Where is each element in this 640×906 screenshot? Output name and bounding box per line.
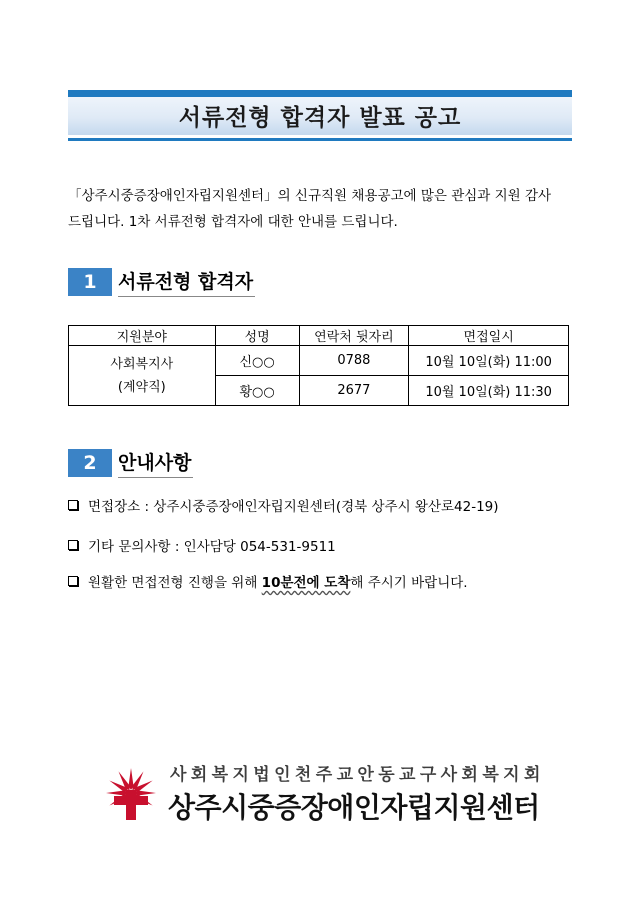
intro-paragraph xyxy=(68,183,574,235)
header-category: 지원분야 xyxy=(69,326,216,346)
table-row xyxy=(69,346,569,376)
organization-name: 상주시중증장애인자립지원센터 xyxy=(168,791,540,824)
notice-item-arrival xyxy=(68,571,468,591)
notice-text: 면접장소 : 상주시중증장애인자립지원센터(경북 상주시 왕산로42-19) xyxy=(88,499,499,515)
checkbox-bullet-icon xyxy=(68,540,78,550)
applicant-phone: 0788 xyxy=(299,346,409,376)
intro-line-1: 「상주시중증장애인자립지원센터」의 신규직원 채용공고에 많은 관심과 지원 감사 xyxy=(68,188,552,204)
notice-text-prefix: 원활한 면접전형 진행을 위해 xyxy=(88,575,262,591)
header-phone: 연락처 뒷자리 xyxy=(299,326,409,346)
intro-line-2: 드립니다. 1차 서류전형 합격자에 대한 안내를 드립니다. xyxy=(68,214,398,230)
notice-item-contact xyxy=(68,535,336,555)
applicant-name: 황○○ xyxy=(215,376,299,406)
category-line-2: (계약직) xyxy=(117,379,166,395)
interview-time: 10월 10일(화) 11:00 xyxy=(409,346,569,376)
section-1-number: 1 xyxy=(68,268,112,296)
section-2-number: 2 xyxy=(68,449,112,477)
category-line-1: 사회복지사 xyxy=(110,356,174,372)
interview-time: 10월 10일(화) 11:30 xyxy=(409,376,569,406)
organization-parent-name: 사회복지법인천주교안동교구사회복지회 xyxy=(170,765,545,785)
header-interview: 면접일시 xyxy=(409,326,569,346)
title-top-bar xyxy=(68,90,572,97)
notice-item-location xyxy=(68,495,499,515)
table-header-row xyxy=(69,326,569,346)
page-title: 서류전형 합격자 발표 공고 xyxy=(178,105,462,131)
section-2-title: 안내사항 xyxy=(118,448,193,478)
notice-text: 기타 문의사항 : 인사담당 054-531-9511 xyxy=(88,539,336,555)
section-1-title: 서류전형 합격자 xyxy=(118,267,255,297)
applicant-phone: 2677 xyxy=(299,376,409,406)
notice-text-suffix: 해 주시기 바랍니다. xyxy=(350,575,468,591)
cross-flame-logo-icon xyxy=(100,762,162,824)
title-banner xyxy=(68,90,572,150)
notice-text-emphasis: 10분전에 도착 xyxy=(261,575,351,591)
results-table xyxy=(68,325,569,406)
category-cell xyxy=(69,346,216,406)
title-bottom-bar xyxy=(68,138,572,141)
checkbox-bullet-icon xyxy=(68,500,78,510)
header-name: 성명 xyxy=(215,326,299,346)
applicant-name: 신○○ xyxy=(215,346,299,376)
checkbox-bullet-icon xyxy=(68,576,78,586)
